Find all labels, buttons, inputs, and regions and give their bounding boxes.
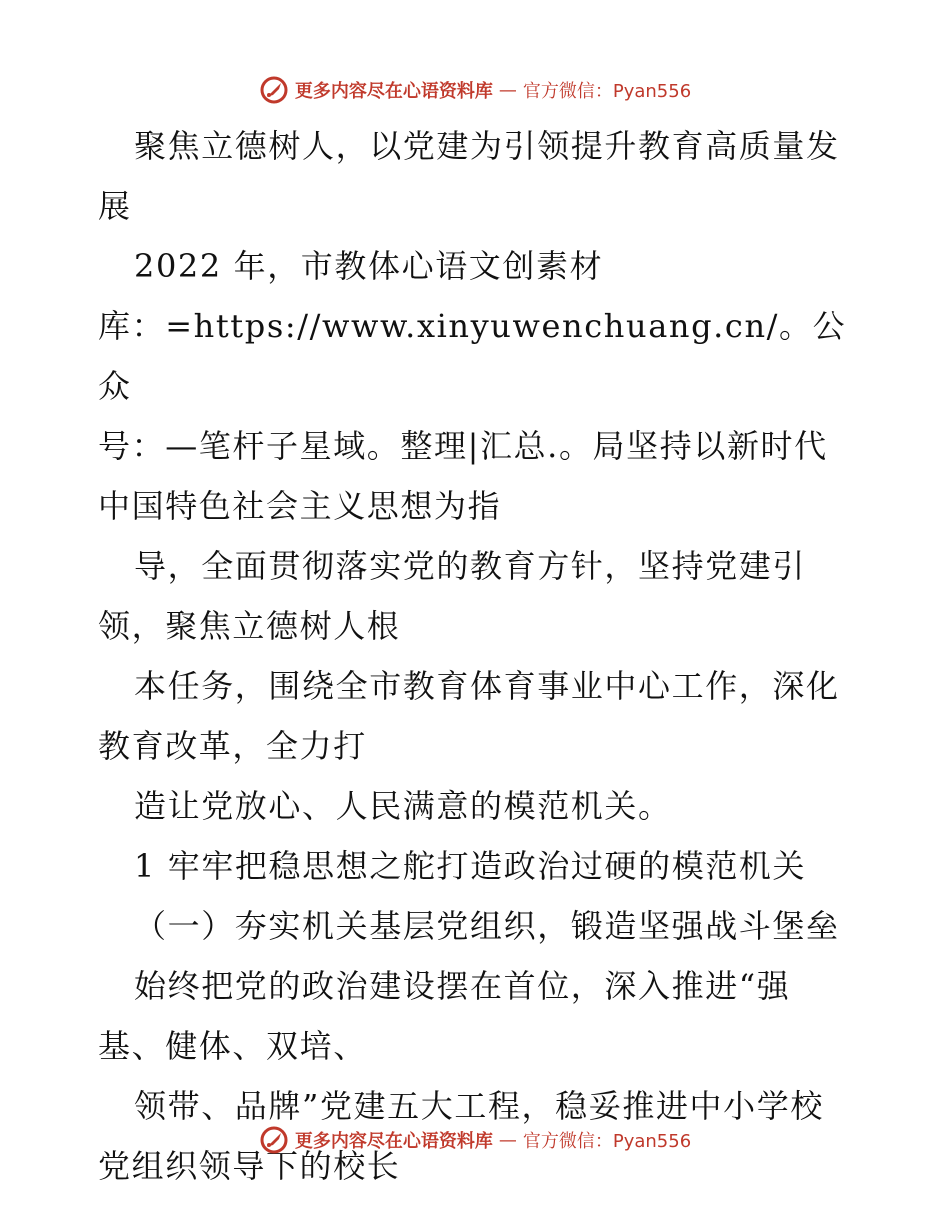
subsection-heading: （一）夯实机关基层党组织，锻造坚强战斗堡垒 bbox=[134, 907, 840, 945]
banner-site-text: 更多内容尽在心语资料库 bbox=[294, 81, 493, 102]
paragraph-line: 领带、品牌”党建五大工程，稳妥推进中小学校 bbox=[134, 1087, 824, 1125]
paragraph-line: 领，聚焦立德树人根 bbox=[98, 607, 401, 645]
paragraph-line: 造让党放心、人民满意的模范机关。 bbox=[134, 787, 672, 825]
paragraph-line: 导，全面贯彻落实党的教育方针，坚持党建引 bbox=[134, 547, 807, 585]
section-heading: 1 牢牢把稳思想之舵打造政治过硬的模范机关 bbox=[134, 847, 807, 885]
document-body bbox=[98, 116, 858, 1196]
document-title-line: 聚焦立德树人，以党建为引领提升教育高质量发 bbox=[134, 127, 840, 165]
paragraph-line: 本任务，围绕全市教育体育事业中心工作，深化 bbox=[134, 667, 840, 705]
paragraph-line: 2022 年，市教体心语文创素材 bbox=[134, 247, 604, 285]
paragraph-line: 始终把党的政治建设摆在首位，深入推进“强 bbox=[134, 967, 791, 1005]
paragraph-line: 库：=https://www.xinyuwenchuang.cn/。公众 bbox=[98, 307, 847, 405]
banner-contact-text: 官方微信：Pyan556 bbox=[522, 81, 692, 102]
document-title-line: 展 bbox=[98, 187, 132, 225]
banner-site-text: 更多内容尽在心语资料库 bbox=[294, 1131, 493, 1152]
quill-logo-icon bbox=[259, 1125, 289, 1155]
paragraph-line: 党组织领导下的校长 bbox=[98, 1147, 401, 1185]
paragraph-line: 中国特色社会主义思想为指 bbox=[98, 487, 502, 525]
footer-watermark-banner bbox=[0, 1120, 950, 1160]
paragraph-line: 基、健体、双培、 bbox=[98, 1027, 367, 1065]
header-watermark-banner bbox=[0, 70, 950, 110]
banner-separator: — bbox=[498, 79, 517, 101]
paragraph-line: 号：—笔杆子星域。整理|汇总.。局坚持以新时代 bbox=[98, 427, 828, 465]
quill-logo-icon bbox=[259, 75, 289, 105]
banner-contact-text: 官方微信：Pyan556 bbox=[522, 1131, 692, 1152]
paragraph-line: 教育改革，全力打 bbox=[98, 727, 367, 765]
banner-separator: — bbox=[498, 1129, 517, 1151]
